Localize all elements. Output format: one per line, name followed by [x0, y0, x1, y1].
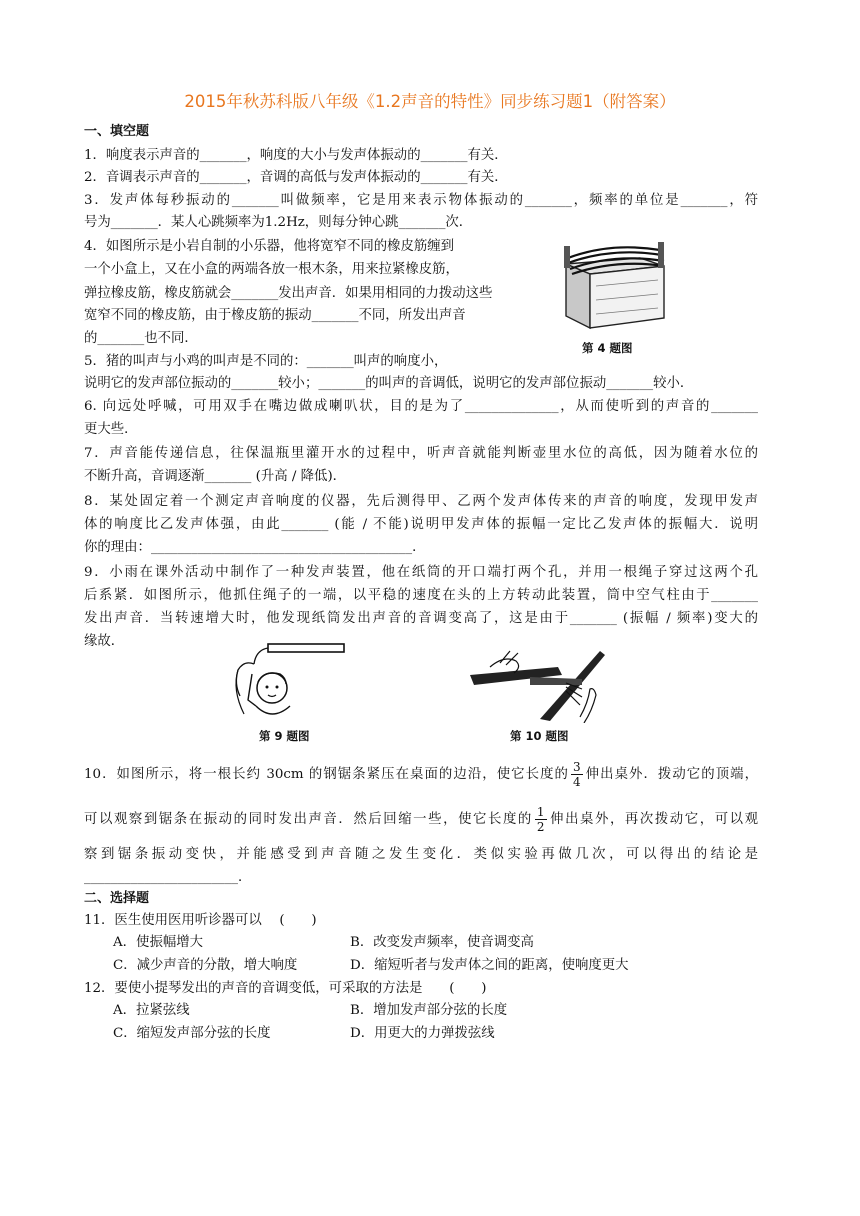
- question-12: 12．要使小提琴发出的声音的音调变低，可采取的方法是 ( ): [84, 981, 487, 996]
- question-9-line-3: 发出声音．当转速增大时，他发现纸筒发出声音的音调变高了，这是由于_______ (振幅 / 频率)变大的: [84, 611, 758, 626]
- question-3-line-1: 3．发声体每秒振动的_______叫做频率，它是用来表示物体振动的_______，频率的单位是_______，符: [84, 193, 758, 208]
- section-heading-multiple-choice: 二、选择题: [84, 891, 150, 906]
- page-title: 2015年秋苏科版八年级《1.2声音的特性》同步练习题1（附答案）: [184, 92, 676, 111]
- q11-option-b: B．改变发声频率，使音调变高: [350, 935, 534, 950]
- question-10-line-4: _______________________．: [84, 870, 252, 885]
- figure-10-caption: 第 10 题图: [510, 729, 569, 743]
- question-9-line-4: 缘故．: [84, 634, 125, 649]
- q12-option-c: C．缩短发声部分弦的长度: [113, 1026, 271, 1041]
- q12-option-d: D．用更大的力弹拨弦线: [350, 1026, 495, 1041]
- question-10-line-1: 10．如图所示，将一根长约 30cm 的钢锯条紧压在桌面的边沿，使它长度的 $\frac{3}{4}$ 伸出桌外．拨动它的顶端，: [84, 760, 758, 789]
- fraction-one-half: $\frac{1}{2}$: [536, 805, 545, 834]
- question-5-line-2: 说明它的发声部位振动的_______较小；_______的叫声的音调低，说明它的发声部位振动_______较小．: [84, 376, 694, 391]
- fraction-three-quarters: $\frac{3}{4}$: [572, 760, 581, 789]
- q12-option-a: A．拉紧弦线: [113, 1003, 190, 1018]
- question-9-line-1: 9．小雨在课外活动中制作了一种发声装置，他在纸筒的开口端打两个孔，并用一根绳子穿过这两个孔: [84, 565, 758, 580]
- question-6-line-2: 更大些．: [84, 422, 138, 437]
- q11-option-a: A．使振幅增大: [113, 935, 204, 950]
- question-4-line-3: 弹拉橡皮筋，橡皮筋就会_______发出声音．如果用相同的力拨动这些: [84, 286, 493, 301]
- question-7-line-1: 7．声音能传递信息，往保温瓶里灌开水的过程中，听声音就能判断壶里水位的高低，因为随着水位的: [84, 446, 758, 461]
- question-2: 2．音调表示声音的_______，音调的高低与发声体振动的_______有关．: [84, 170, 508, 185]
- question-1: 1．响度表示声音的_______，响度的大小与发声体振动的_______有关．: [84, 148, 508, 163]
- figure-9-caption: 第 9 题图: [259, 729, 310, 743]
- question-5-line-1: 5．猪的叫声与小鸡的叫声是不同的：_______叫声的响度小，: [84, 354, 448, 369]
- question-9-line-2: 后系紧．如图所示，他抓住绳子的一端，以平稳的速度在头的上方转动此装置，筒中空气柱由于_______: [84, 588, 758, 603]
- spinning-tube-figure: [230, 640, 360, 722]
- question-11: 11．医生使用医用听诊器可以 ( ): [84, 913, 317, 928]
- question-8-line-2: 体的响度比乙发声体强，由此_______ (能 / 不能)说明甲发声体的振幅一定比乙发声体的振幅大．说明: [84, 517, 758, 532]
- question-8-line-3: 你的理由：_______________________________________．: [84, 540, 426, 555]
- question-4-line-1: 4．如图所示是小岩自制的小乐器，他将宽窄不同的橡皮筋缠到: [84, 239, 455, 254]
- rubber-band-box-figure: [560, 236, 670, 336]
- question-8-line-1: 8．某处固定着一个测定声音响度的仪器，先后测得甲、乙两个发声体传来的声音的响度，发现甲发声: [84, 494, 758, 509]
- question-4-line-2: 一个小盒上，又在小盒的两端各放一根木条，用来拉紧橡皮筋，: [84, 262, 459, 277]
- q11-option-c: C．减少声音的分散，增大响度: [113, 958, 298, 973]
- q12-option-b: B．增加发声部分弦的长度: [350, 1003, 508, 1018]
- saw-blade-figure: [470, 645, 605, 723]
- question-7-line-2: 不断升高，音调逐渐_______ (升高 / 降低)．: [84, 469, 347, 484]
- question-4-line-4: 宽窄不同的橡皮筋，由于橡皮筋的振动_______不同，所发出声音: [84, 308, 466, 323]
- section-heading-fill-in: 一、填空题: [84, 124, 150, 139]
- question-10-line-3: 察到锯条振动变快，并能感受到声音随之发生变化．类似实验再做几次，可以得出的结论是: [84, 847, 758, 862]
- question-3-line-2: 号为_______．某人心跳频率为1.2Hz，则每分钟心跳_______次．: [84, 215, 473, 230]
- q11-option-d: D．缩短听者与发声体之间的距离，使响度更大: [350, 958, 629, 973]
- question-10-line-2: 可以观察到锯条在振动的同时发出声音．然后回缩一些，使它长度的 $\frac{1}{2}$ 伸出桌外，再次拨动它，可以观: [84, 805, 759, 834]
- question-6-line-1: 6. 向远处呼喊，可用双手在嘴边做成喇叭状，目的是为了______________，从而使听到的声音的_______: [84, 399, 758, 414]
- question-4-line-5: 的_______也不同．: [84, 331, 198, 346]
- figure-4-caption: 第 4 题图: [582, 341, 633, 355]
